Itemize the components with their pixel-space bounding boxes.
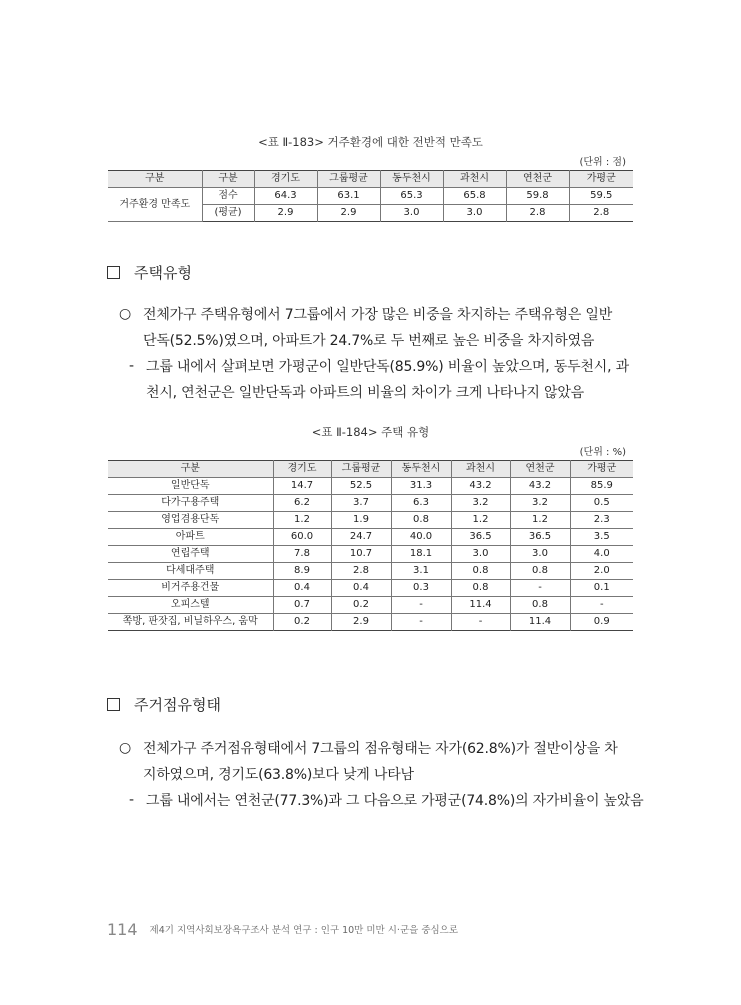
header-cell: 가평군 <box>570 461 633 478</box>
row-label: 거주환경 만족도 <box>108 188 202 222</box>
table-cell: 3.2 <box>510 495 570 512</box>
table-cell: 1.9 <box>331 512 391 529</box>
header-cell: 그룹평균 <box>317 171 380 188</box>
header-cell: 과천시 <box>451 461 510 478</box>
table-cell: 43.2 <box>510 478 570 495</box>
table-184 <box>108 460 633 631</box>
table-cell: 0.4 <box>273 580 331 597</box>
table-cell: 0.8 <box>391 512 451 529</box>
table-183-caption: <표 Ⅱ-183> 거주환경에 대한 전반적 만족도 <box>258 135 483 149</box>
header-cell: 구분 <box>108 171 202 188</box>
table-cell: 59.5 <box>569 188 633 205</box>
table-cell: 0.5 <box>570 495 633 512</box>
table-cell: 0.1 <box>570 580 633 597</box>
header-cell: 연천군 <box>510 461 570 478</box>
table-183-unit: (단위 : 점) <box>579 157 626 168</box>
page-number: 114 <box>107 920 138 939</box>
row-label: 오피스텔 <box>108 597 273 614</box>
table-cell: 0.8 <box>510 563 570 580</box>
table-cell: 2.9 <box>317 205 380 222</box>
page-footer <box>107 920 458 939</box>
table-cell: 3.1 <box>391 563 451 580</box>
table-cell: 60.0 <box>273 529 331 546</box>
table-row <box>108 529 633 546</box>
sub-label: (평균) <box>202 205 254 222</box>
table-cell: - <box>570 597 633 614</box>
table-row <box>108 546 633 563</box>
paragraph-line: 그룹 내에서는 연천군(77.3%)과 그 다음으로 가평군(74.8%)의 자가비율이 높았음 <box>146 793 644 809</box>
table-cell: - <box>451 614 510 631</box>
header-cell: 구분 <box>108 461 273 478</box>
row-label: 연립주택 <box>108 546 273 563</box>
table-cell: - <box>391 614 451 631</box>
table-cell: 0.8 <box>510 597 570 614</box>
footer-text: 제4기 지역사회보장욕구조사 분석 연구 : 인구 10만 미만 시·군을 중심으로 <box>149 925 459 936</box>
table-cell: 6.3 <box>391 495 451 512</box>
table-row <box>108 597 633 614</box>
row-label: 다세대주택 <box>108 563 273 580</box>
table-184-caption: <표 Ⅱ-184> 주택 유형 <box>311 425 430 439</box>
table-cell: 1.2 <box>273 512 331 529</box>
table-cell: 85.9 <box>570 478 633 495</box>
table-cell: 1.2 <box>451 512 510 529</box>
table-184-unit: (단위 : %) <box>579 447 626 458</box>
row-label: 쪽방, 판잣집, 비닐하우스, 움막 <box>108 614 273 631</box>
circle-bullet-icon: ○ <box>119 740 132 756</box>
table-cell: 52.5 <box>331 478 391 495</box>
table-183 <box>108 170 633 222</box>
table-cell: 0.4 <box>331 580 391 597</box>
table-cell: 0.7 <box>273 597 331 614</box>
table-cell: 7.8 <box>273 546 331 563</box>
table-cell: 3.0 <box>443 205 506 222</box>
table-header-row <box>108 171 633 188</box>
table-cell: 0.9 <box>570 614 633 631</box>
table-cell: 8.9 <box>273 563 331 580</box>
section-title: 주택유형 <box>134 264 192 282</box>
header-cell: 가평군 <box>569 171 633 188</box>
table-row <box>108 478 633 495</box>
table-cell: 18.1 <box>391 546 451 563</box>
table-cell: 36.5 <box>451 529 510 546</box>
table-row <box>108 580 633 597</box>
paragraph-line: 전체가구 주택유형에서 7그룹에서 가장 많은 비중을 차지하는 주택유형은 일반 <box>143 307 613 323</box>
table-cell: 2.8 <box>331 563 391 580</box>
table-cell: 14.7 <box>273 478 331 495</box>
header-cell: 구분 <box>202 171 254 188</box>
header-cell: 그룹평균 <box>331 461 391 478</box>
table-cell: 3.5 <box>570 529 633 546</box>
section-heading-housing-type <box>107 262 192 283</box>
table-cell: 43.2 <box>451 478 510 495</box>
table-cell: 40.0 <box>391 529 451 546</box>
header-cell: 경기도 <box>254 171 317 188</box>
header-cell: 동두천시 <box>380 171 443 188</box>
table-cell: 2.3 <box>570 512 633 529</box>
header-cell: 경기도 <box>273 461 331 478</box>
paragraph-line: 전체가구 주거점유형태에서 7그룹의 점유형태는 자가(62.8%)가 절반이상을 차 <box>143 741 618 757</box>
table-cell: 2.8 <box>569 205 633 222</box>
table-row <box>108 495 633 512</box>
row-label: 영업겸용단독 <box>108 512 273 529</box>
table-cell: 11.4 <box>451 597 510 614</box>
table-cell: 1.2 <box>510 512 570 529</box>
table-cell: 2.9 <box>331 614 391 631</box>
header-cell: 연천군 <box>506 171 569 188</box>
table-row <box>108 188 633 205</box>
table-row <box>108 614 633 631</box>
table-cell: 0.8 <box>451 580 510 597</box>
table-cell: 6.2 <box>273 495 331 512</box>
table-cell: 2.0 <box>570 563 633 580</box>
dash-bullet-icon: - <box>129 358 135 374</box>
row-label: 비거주용건물 <box>108 580 273 597</box>
table-cell: - <box>391 597 451 614</box>
table-cell: 3.0 <box>451 546 510 563</box>
paragraph-line: 그룹 내에서 살펴보면 가평군이 일반단독(85.9%) 비율이 높았으며, 동두천시, 과 <box>146 359 629 375</box>
table-row <box>108 512 633 529</box>
table-cell: 0.2 <box>331 597 391 614</box>
table-cell: 63.1 <box>317 188 380 205</box>
table-cell: 0.8 <box>451 563 510 580</box>
row-label: 다가구용주택 <box>108 495 273 512</box>
table-cell: 31.3 <box>391 478 451 495</box>
table-cell: 0.2 <box>273 614 331 631</box>
header-cell: 과천시 <box>443 171 506 188</box>
circle-bullet-icon: ○ <box>119 306 132 322</box>
table-cell: 24.7 <box>331 529 391 546</box>
paragraph-line: 천시, 연천군은 일반단독과 아파트의 비율의 차이가 크게 나타나지 않았음 <box>146 385 584 401</box>
section-title: 주거점유형태 <box>134 696 221 714</box>
table-cell: 2.8 <box>506 205 569 222</box>
table-cell: 64.3 <box>254 188 317 205</box>
table-cell: 10.7 <box>331 546 391 563</box>
paragraph-line: 지하였으며, 경기도(63.8%)보다 낮게 나타남 <box>143 767 414 783</box>
dash-bullet-icon: - <box>129 792 135 808</box>
table-cell: 3.0 <box>380 205 443 222</box>
header-cell: 동두천시 <box>391 461 451 478</box>
sub-label: 점수 <box>202 188 254 205</box>
table-cell: 65.8 <box>443 188 506 205</box>
table-cell: 36.5 <box>510 529 570 546</box>
table-cell: 11.4 <box>510 614 570 631</box>
table-cell: 3.0 <box>510 546 570 563</box>
table-cell: 4.0 <box>570 546 633 563</box>
checkbox-square-icon <box>107 698 120 711</box>
row-label: 아파트 <box>108 529 273 546</box>
checkbox-square-icon <box>107 266 120 279</box>
row-label: 일반단독 <box>108 478 273 495</box>
table-row <box>108 563 633 580</box>
table-cell: 59.8 <box>506 188 569 205</box>
table-cell: 0.3 <box>391 580 451 597</box>
table-cell: 3.7 <box>331 495 391 512</box>
table-cell: 65.3 <box>380 188 443 205</box>
table-header-row <box>108 461 633 478</box>
table-cell: 3.2 <box>451 495 510 512</box>
section-heading-tenure-type <box>107 694 221 715</box>
table-cell: - <box>510 580 570 597</box>
paragraph-line: 단독(52.5%)였으며, 아파트가 24.7%로 두 번째로 높은 비중을 차지하였음 <box>143 333 595 349</box>
table-cell: 2.9 <box>254 205 317 222</box>
